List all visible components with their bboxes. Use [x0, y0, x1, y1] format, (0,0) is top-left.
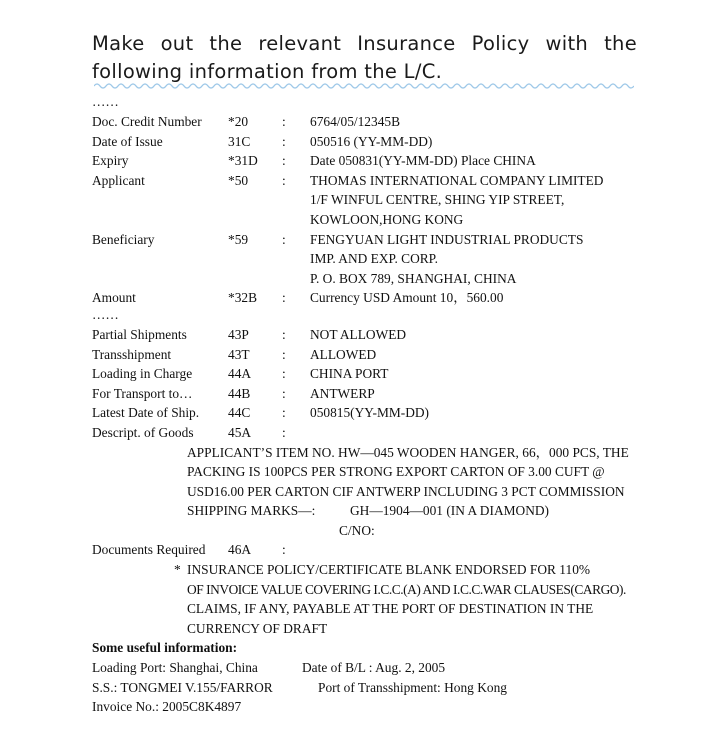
field-colon: : — [282, 385, 286, 401]
field-value: Currency USD Amount 10，560.00 — [310, 290, 504, 306]
field-row-documents — [92, 540, 712, 560]
field-value: THOMAS INTERNATIONAL COMPANY LIMITED — [310, 172, 604, 188]
heading-word: with — [545, 32, 589, 55]
field-tag: *32B — [228, 290, 258, 306]
field-label: Date of Issue — [92, 133, 163, 149]
field-label: Expiry — [92, 153, 129, 169]
field-value: CHINA PORT — [310, 366, 389, 382]
field-label: Partial Shipments — [92, 326, 187, 342]
field-label: Documents Required — [92, 542, 206, 558]
useful-info-title: Some useful information: — [92, 640, 238, 656]
field-tag: 46A — [228, 542, 252, 558]
field-value: Date 050831(YY-MM-DD) Place CHINA — [310, 153, 536, 169]
goods-line: USD16.00 PER CARTON CIF ANTWERP INCLUDING 3 PCT COMMISSION — [187, 483, 625, 499]
field-value: 050815(YY-MM-DD) — [310, 405, 430, 421]
heading-line-1 — [92, 30, 637, 58]
field-value: NOT ALLOWED — [310, 326, 407, 342]
loading-port: Loading Port: Shanghai, China — [92, 660, 258, 676]
heading-word: out — [160, 32, 194, 55]
vessel: S.S.: TONGMEI V.155/FARROR — [92, 679, 273, 695]
field-value: ALLOWED — [310, 346, 377, 362]
field-colon: : — [282, 114, 286, 129]
field-row-transshipment — [92, 345, 712, 365]
field-label: Descript. of Goods — [92, 424, 194, 440]
field-row-date-of-issue — [92, 132, 712, 152]
field-tag: *59 — [228, 231, 249, 247]
field-label: Applicant — [92, 172, 145, 188]
field-row-applicant — [92, 171, 712, 191]
field-tag: 44A — [228, 366, 252, 382]
field-value: FENGYUAN LIGHT INDUSTRIAL PRODUCTS — [310, 231, 584, 247]
field-tag: 44C — [228, 405, 251, 421]
shipping-marks-line — [92, 501, 712, 521]
heading-word: Make — [92, 32, 145, 55]
field-colon: : — [282, 290, 286, 306]
field-row-amount — [92, 288, 712, 308]
cno-label: C/NO: — [339, 522, 375, 538]
field-label: Doc. Credit Number — [92, 114, 202, 129]
field-value: ANTWERP — [310, 385, 375, 401]
field-tag: *50 — [228, 172, 249, 188]
field-row-expiry — [92, 151, 712, 171]
bl-date: Date of B/L : Aug. 2, 2005 — [302, 660, 446, 676]
useful-line — [92, 697, 712, 717]
ellipsis-top: …… — [92, 94, 119, 109]
field-colon: : — [282, 424, 286, 440]
heading-line-2: following information from the L/C. — [92, 60, 443, 83]
beneficiary-address-line: IMP. AND EXP. CORP. — [310, 251, 438, 267]
beneficiary-address-line: P. O. BOX 789, SHANGHAI, CHINA — [310, 270, 517, 286]
doc-line: * INSURANCE POLICY/CERTIFICATE BLANK ENDORSED FOR 110% — [92, 560, 712, 580]
field-label: Latest Date of Ship. — [92, 405, 200, 421]
field-row-loading — [92, 364, 712, 384]
field-colon: : — [282, 542, 286, 558]
field-label: Amount — [92, 290, 136, 306]
field-label: For Transport to… — [92, 385, 193, 401]
transship-port: Port of Transshipment: Hong Kong — [318, 679, 507, 695]
doc-line: OF INVOICE VALUE COVERING I.C.C.(A) AND I.C.C.WAR CLAUSES(CARGO). — [187, 581, 626, 597]
wavy-divider — [94, 80, 634, 92]
field-value: 6764/05/12345B — [310, 114, 401, 129]
applicant-address-line: 1/F WINFUL CENTRE, SHING YIP STREET, — [310, 192, 565, 208]
field-row-latest-ship — [92, 403, 712, 423]
useful-line — [92, 678, 712, 698]
field-row-goods — [92, 423, 712, 443]
field-value: 050516 (YY-MM-DD) — [310, 133, 433, 149]
field-row-transport-to — [92, 384, 712, 404]
bullet-star: * — [174, 562, 181, 578]
field-row-partial-shipments — [92, 325, 712, 345]
goods-line: PACKING IS 100PCS PER STRONG EXPORT CARTON OF 3.00 CUFT @ — [187, 464, 605, 480]
field-colon: : — [282, 153, 286, 169]
field-row-doc-credit — [92, 112, 712, 132]
invoice-no: Invoice No.: 2005C8K4897 — [92, 699, 242, 715]
shipping-marks-value: GH—1904—001 (IN A DIAMOND) — [350, 503, 549, 519]
field-label: Transshipment — [92, 346, 172, 362]
field-tag: 31C — [228, 133, 251, 149]
field-tag: *31D — [228, 153, 258, 169]
goods-line: APPLICANT’S ITEM NO. HW—045 WOODEN HANGER, 66，000 PCS, THE — [187, 444, 629, 460]
doc-line: CLAIMS, IF ANY, PAYABLE AT THE PORT OF DESTINATION IN THE — [187, 601, 594, 617]
field-tag: 43T — [228, 346, 250, 362]
field-colon: : — [282, 326, 286, 342]
lc-document — [92, 95, 712, 717]
field-colon: : — [282, 172, 286, 188]
heading-word: Insurance — [357, 32, 456, 55]
field-tag: 45A — [228, 424, 252, 440]
field-tag: *20 — [228, 114, 249, 129]
heading-word: the — [209, 32, 243, 55]
field-colon: : — [282, 133, 286, 149]
field-colon: : — [282, 405, 286, 421]
heading-word: relevant — [258, 32, 342, 55]
doc-line: CURRENCY OF DRAFT — [187, 620, 328, 636]
field-label: Beneficiary — [92, 231, 155, 247]
heading-word: Policy — [471, 32, 530, 55]
field-row-beneficiary — [92, 230, 712, 250]
field-label: Loading in Charge — [92, 366, 193, 382]
field-colon: : — [282, 346, 286, 362]
field-colon: : — [282, 366, 286, 382]
field-tag: 44B — [228, 385, 251, 401]
heading-word: the — [604, 32, 637, 55]
field-colon: : — [282, 231, 286, 247]
shipping-marks-label: SHIPPING MARKS—: — [187, 503, 316, 519]
field-tag: 43P — [228, 326, 249, 342]
cno-line — [92, 521, 712, 541]
instruction-heading — [92, 30, 637, 86]
ellipsis-mid: …… — [92, 306, 119, 322]
applicant-address-line: KOWLOON,HONG KONG — [310, 211, 464, 227]
useful-line — [92, 658, 712, 678]
